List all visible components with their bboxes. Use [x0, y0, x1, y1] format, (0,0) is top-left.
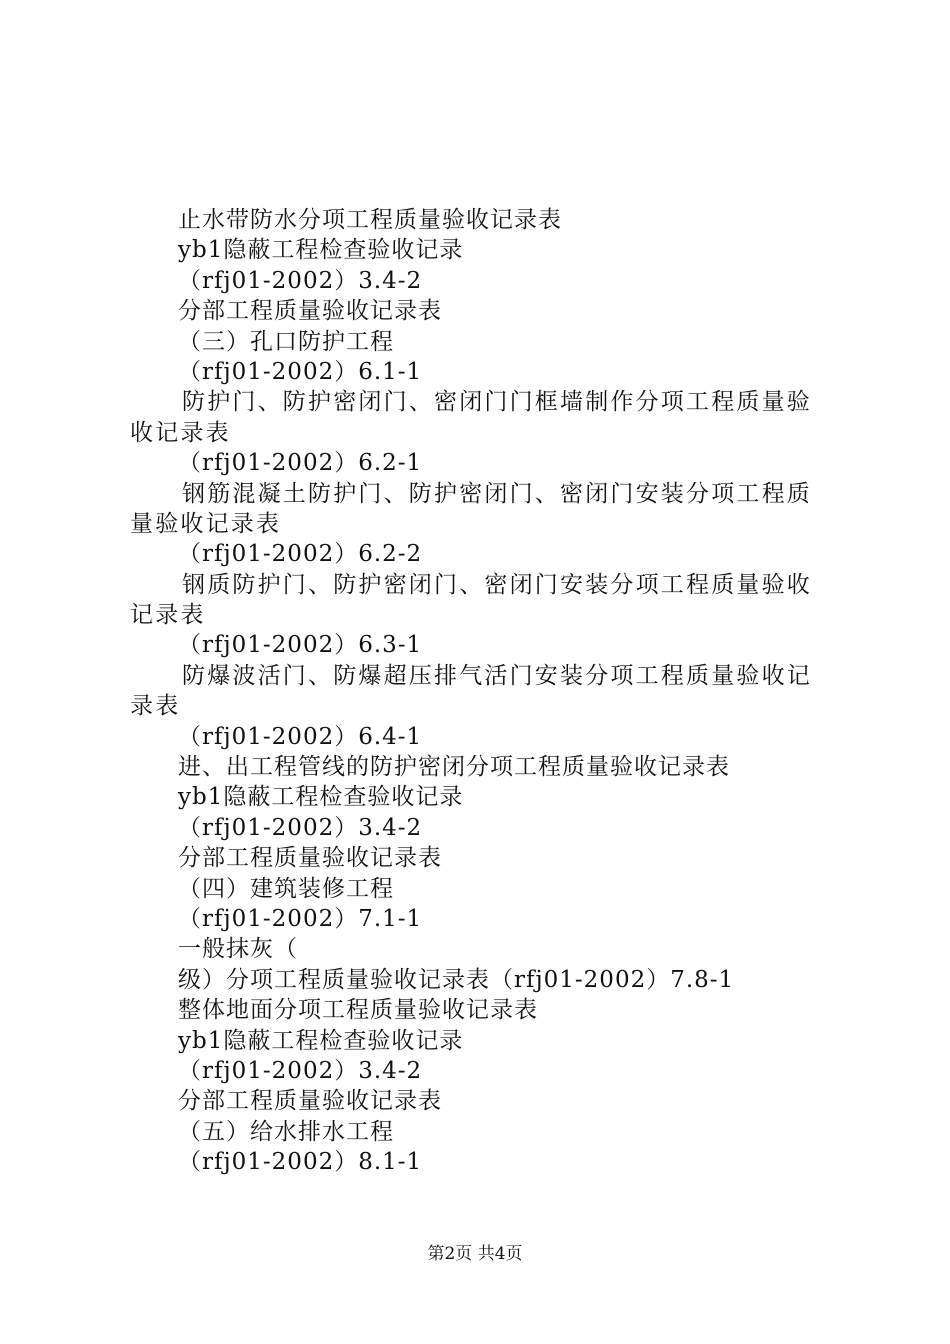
section-heading: （四）建筑装修工程 [178, 875, 394, 902]
text-line: 防爆波活门、防爆超压排气活门安装分项工程质量验收记 [182, 662, 812, 689]
text-line: （rfj01-2002）7.1-1 [178, 905, 423, 932]
section-heading: （五）给水排水工程 [178, 1118, 394, 1145]
text-line: 级）分项工程质量验收记录表（rfj01-2002）7.8-1 [178, 966, 735, 993]
text-line: 防护门、防护密闭门、密闭门门框墙制作分项工程质量验 [182, 389, 812, 416]
text-line: 录表 [130, 693, 181, 720]
text-line: yb1隐蔽工程检查验收记录 [178, 1027, 464, 1054]
text-line: 钢质防护门、防护密闭门、密闭门安装分项工程质量验收 [182, 571, 812, 598]
text-line: yb1隐蔽工程检查验收记录 [178, 784, 464, 811]
text-line: （rfj01-2002）6.4-1 [178, 723, 423, 750]
text-line: （rfj01-2002）3.4-2 [178, 814, 423, 841]
text-line: yb1隐蔽工程检查验收记录 [178, 237, 464, 264]
text-line: 整体地面分项工程质量验收记录表 [178, 997, 538, 1024]
text-line: 一般抹灰（ [178, 936, 298, 963]
text-line: 钢筋混凝土防护门、防护密闭门、密闭门安装分项工程质 [182, 480, 812, 507]
text-line: （rfj01-2002）6.1-1 [178, 358, 423, 385]
document-body [130, 205, 835, 1178]
text-line: （rfj01-2002）6.3-1 [178, 632, 423, 659]
text-line: 分部工程质量验收记录表 [178, 298, 442, 325]
section-heading: （三）孔口防护工程 [178, 328, 394, 355]
text-line: 记录表 [130, 602, 206, 629]
text-line: （rfj01-2002）3.4-2 [178, 267, 423, 294]
text-line: 进、出工程管线的防护密闭分项工程质量验收记录表 [178, 754, 730, 781]
text-line: 分部工程质量验收记录表 [178, 845, 442, 872]
text-line: （rfj01-2002）6.2-2 [178, 541, 423, 568]
text-line: 止水带防水分项工程质量验收记录表 [178, 207, 562, 233]
text-line: 量验收记录表 [130, 510, 282, 537]
text-line: （rfj01-2002）3.4-2 [178, 1057, 423, 1084]
text-line: 分部工程质量验收记录表 [178, 1088, 442, 1115]
page-footer: 第2页 共4页 [427, 1244, 523, 1264]
text-line: 收记录表 [130, 419, 231, 446]
text-line: （rfj01-2002）8.1-1 [178, 1149, 423, 1176]
text-line: （rfj01-2002）6.2-1 [178, 450, 423, 477]
